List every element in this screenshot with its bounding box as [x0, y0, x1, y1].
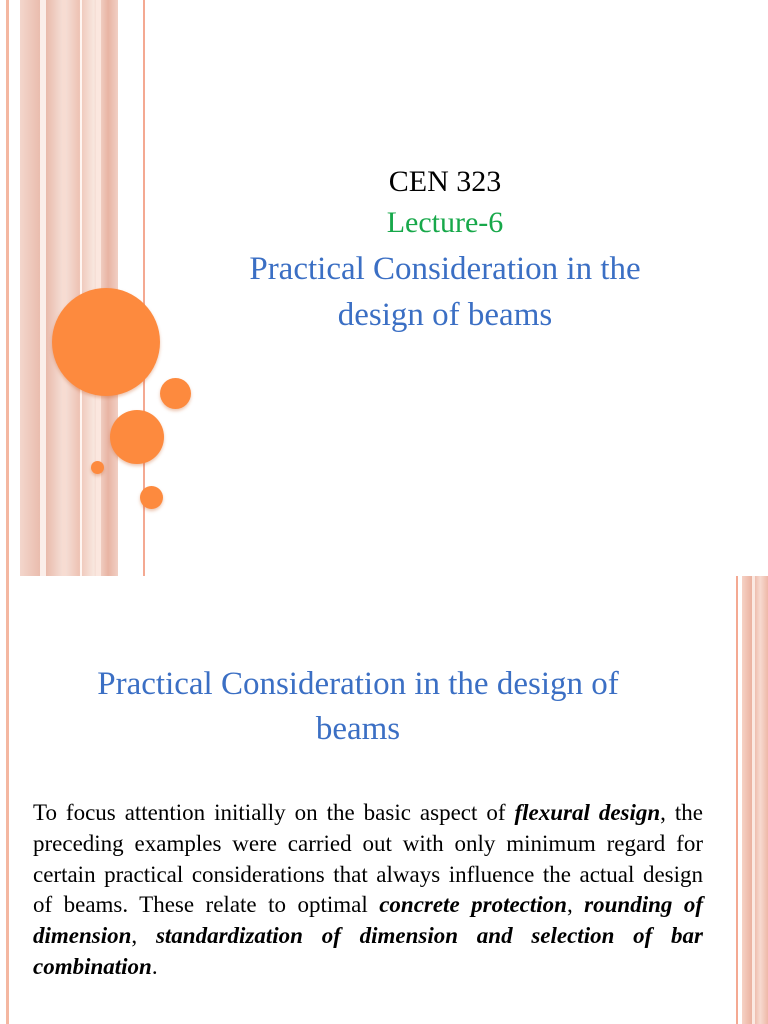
decorative-circle-medium: [110, 410, 164, 464]
body-paragraph: [33, 798, 703, 983]
decorative-circle-tiny: [91, 461, 104, 474]
section-heading: [30, 662, 686, 752]
body-text: ,: [131, 923, 156, 949]
lecture-number: Lecture-6: [386, 206, 504, 239]
slide-title-line1: Practical Consideration in the: [249, 251, 641, 287]
section-heading-line2: beams: [315, 711, 401, 747]
emphasis-text: rounding of dimension: [33, 892, 704, 949]
decorative-circle-large: [52, 288, 160, 396]
body-text: .: [151, 953, 158, 979]
decorative-circle-small: [140, 486, 163, 509]
emphasis-text: standardization of dimension and selection of bar combination: [33, 923, 703, 979]
decorative-stripe: [752, 576, 755, 1024]
body-text: , the preceding examples were carried out with only minimum regard for certain practical considerations that always influence the actual design of beams. These relate to optimal: [33, 800, 703, 918]
slide-title: [190, 246, 700, 338]
decorative-circle-small: [160, 378, 191, 409]
decorative-stripe: [40, 0, 46, 576]
slide-title-line2: design of beams: [337, 297, 553, 333]
emphasis-text: flexural design: [514, 800, 661, 825]
decorative-divider-line: [736, 576, 738, 1024]
decorative-left-line: [6, 576, 9, 1024]
emphasis-text: concrete protection: [379, 892, 567, 918]
decorative-right-band: [742, 576, 768, 1024]
decorative-stripe: [62, 0, 66, 576]
body-text: ,: [566, 892, 585, 918]
title-block: [190, 162, 700, 338]
decorative-left-line: [6, 0, 9, 576]
content-slide: [0, 576, 768, 1024]
decorative-stripe: [80, 0, 82, 576]
body-text: To focus attention initially on the basic aspect of: [33, 800, 515, 825]
course-code: CEN 323: [388, 165, 502, 198]
section-heading-line1: Practical Consideration in the design of: [97, 666, 619, 702]
